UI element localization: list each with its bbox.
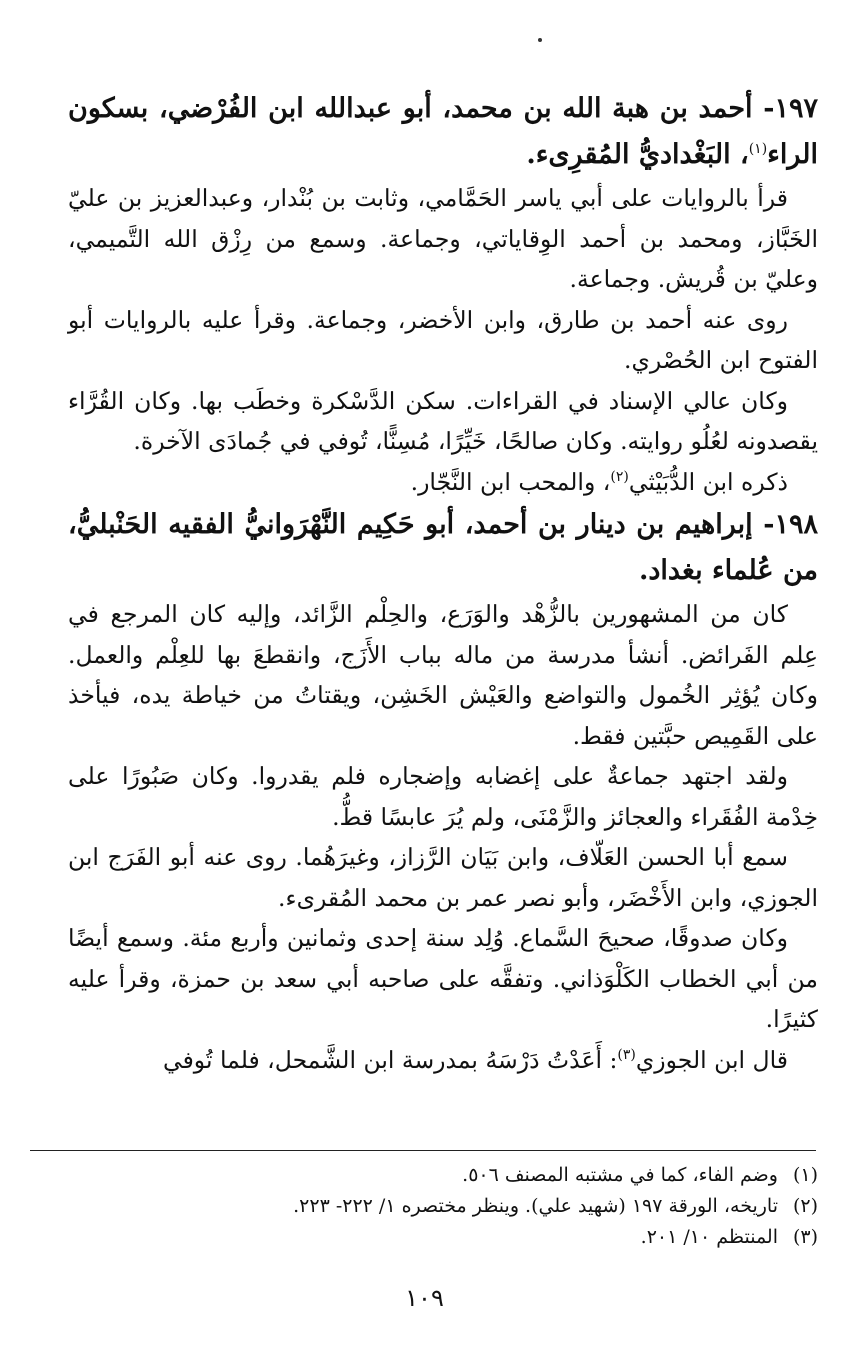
main-text — [68, 86, 818, 1080]
page-dot — [538, 38, 542, 42]
footnote — [68, 1222, 818, 1253]
entry-197-title-end: ، البَغْداديُّ المُقرِىء. — [526, 139, 749, 170]
footnote-text: وضم الفاء، كما في مشتبه المصنف ٥٠٦. — [462, 1164, 778, 1186]
entry-198-paragraph: ولقد اجتهد جماعةٌ على إغضابه وإضجاره فلم يقدروا. وكان صَبُورًا على خِدْمة الفُقَراء والعجائز والزَّمْنَى، ولم يُرَ عابسًا قطُّ. — [68, 762, 818, 831]
entry-198-last-line — [68, 1040, 818, 1081]
entry-198-paragraph: كان من المشهورين بالزُّهْد والوَرَع، والحِلْم الزَّائد، وإليه كان المرجع في عِلم الفَرائض. أنشأ مدرسة من ماله بباب الأَزَج، وانقطعَ بها للعِلْم والعمل. وكان يُؤثِر الخُمول والتواضع والعَيْش الخَشِن، ويقتاتُ من خياطة يده، فيأخذ على القَمِيص حبَّتين فقط. — [68, 600, 818, 750]
footnote — [68, 1191, 818, 1222]
entry-198-title: إبراهيم بن دينار بن أحمد، أبو حَكِيم النَّهْرَوانيُّ الفقيه الحَنْبليُّ، من عُلماء بغداد. — [68, 509, 818, 586]
footnote-number: (٢) — [792, 1195, 818, 1217]
last-line-text: قال ابن الجوزي — [635, 1045, 788, 1074]
footnotes — [68, 1160, 818, 1253]
entry-197-citation — [68, 462, 818, 503]
footnote-text: المنتظم ١٠/ ٢٠١. — [640, 1226, 778, 1248]
entry-197-paragraph: قرأ بالروايات على أبي ياسر الحَمَّامي، وثابت بن بُنْدار، وعبدالعزيز بن عليّ الخَبَّاز، ومحمد بن أحمد الوِقاياتي، وجماعة. وسمع من رِزْق الله التَّميمي، وعليّ بن قُريش. وجماعة. — [68, 184, 818, 293]
footnote-ref-3: (٣) — [617, 1046, 636, 1063]
footnote — [68, 1160, 818, 1191]
entry-197-title: أحمد بن هبة الله بن محمد، أبو عبدالله ابن الفُرْضي، بسكون الراء — [68, 93, 818, 170]
entry-198-heading — [68, 502, 818, 594]
entry-197-paragraph: وكان عالي الإسناد في القراءات. سكن الدَّسْكرة وخطَب بها. وكان القُرَّاء يقصدونه لعُلُو روايته. وكان صالحًا، خَيِّرًا، مُسِنًّا، تُوفي في جُمادَى الآخرة. — [68, 386, 818, 455]
entry-197-number: ١٩٧- — [763, 93, 819, 124]
footnote-ref-1: (١) — [748, 141, 768, 157]
entry-197-heading — [68, 86, 818, 178]
citation-text: ذكره ابن الدُّبَيْثي — [628, 467, 788, 496]
entry-197-paragraph: روى عنه أحمد بن طارق، وابن الأخضر، وجماعة. وقرأ عليه بالروايات أبو الفتوح ابن الحُصْري. — [68, 305, 818, 374]
footnote-text: تاريخه، الورقة ١٩٧ (شهيد علي). وينظر مختصره ١/ ٢٢٢- ٢٢٣. — [293, 1195, 778, 1217]
footnote-number: (٣) — [792, 1226, 818, 1248]
footnote-number: (١) — [792, 1164, 818, 1186]
page-number: ١٠٩ — [405, 1284, 444, 1312]
entry-198-number: ١٩٨- — [763, 509, 818, 540]
entry-198-paragraph: سمع أبا الحسن العَلّاف، وابن بَيَان الرَّزاز، وغيرَهُما. روى عنه أبو الفَرَج ابن الجوزي، وابن الأَخْضَر، وأبو نصر عمر بن محمد المُقرىء. — [68, 843, 818, 912]
last-line-text-end: : أَعَدْتُ دَرْسَهُ بمدرسة ابن الشَّمحل، فلما تُوفي — [162, 1045, 618, 1074]
entry-198-paragraph: وكان صدوقًا، صحيحَ السَّماع. وُلِد سنة إحدى وثمانين وأربع مئة. وسمع أيضًا من أبي الخطاب الكَلْوَذاني. وتفقَّه على صاحبه أبي سعد بن حمزة، وقرأ عليه كثيرًا. — [68, 924, 818, 1033]
footnote-ref-2: (٢) — [610, 468, 629, 485]
citation-text-end: ، والمحب ابن النَّجّار. — [410, 467, 611, 496]
footnote-divider — [30, 1150, 816, 1151]
